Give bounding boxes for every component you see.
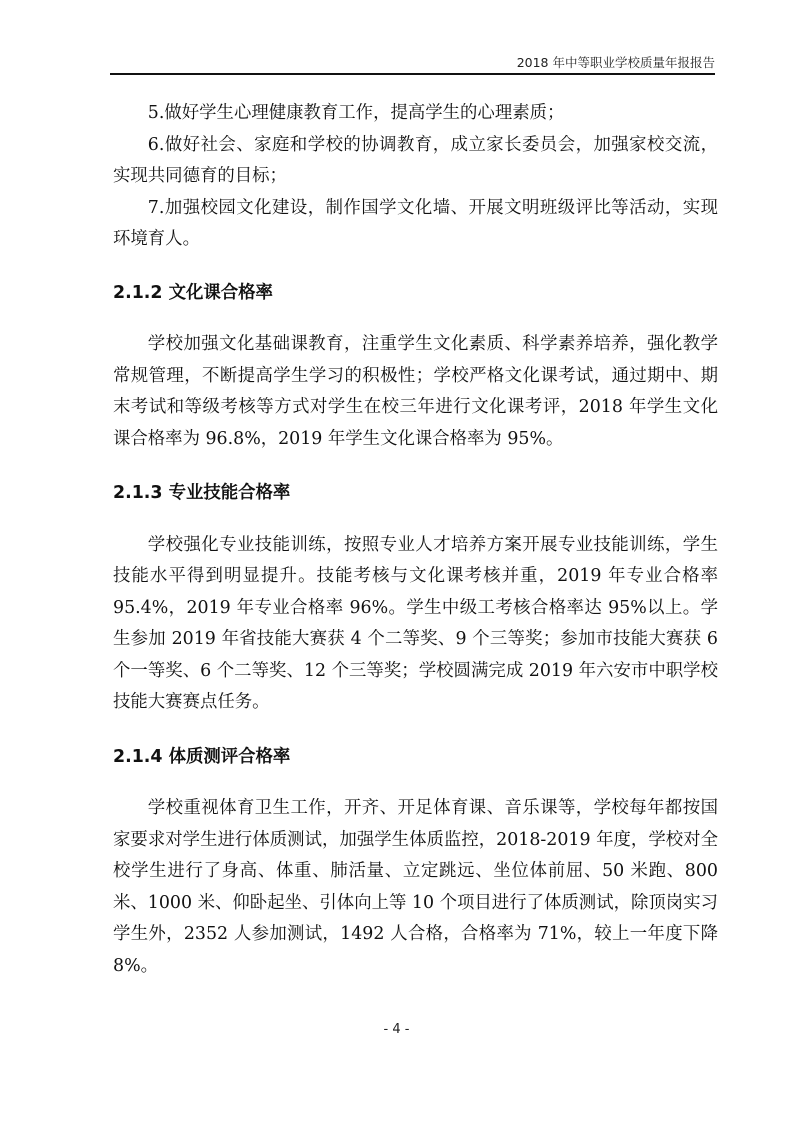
section-heading-2-1-4: 2.1.4 体质测评合格率	[113, 746, 291, 767]
section-body-2-1-4: 学校重视体育卫生工作，开齐、开足体育课、音乐课等，学校每年都按国家要求对学生进行体质测试，加强学生体质监控，2018-2019 年度，学校对全校学生进行了身高、体重、肺活量、立定跳远、坐位体前屈、50 米跑、800 米、1000 米、仰卧起坐、引体向上等 10 个项目进行了体质测试，除顶岗实习学生外，2352 人参加测试，1492 人合格，合格率为 71%，较上一年度下降 8%。	[113, 798, 718, 976]
page-content	[113, 98, 718, 982]
section-heading-2-1-3: 2.1.3 专业技能合格率	[113, 483, 291, 503]
header-rule	[110, 73, 715, 75]
list-item-5: 5.做好学生心理健康教育工作，提高学生的心理素质；	[147, 103, 565, 123]
running-header: 2018 年中等职业学校质量年报报告	[516, 55, 715, 70]
list-item-7: 7.加强校园文化建设，制作国学文化墙、开展文明班级评比等活动，实现环境育人。	[113, 197, 718, 249]
section-heading-2-1-2: 2.1.2 文化课合格率	[113, 282, 273, 303]
list-item-6: 6.做好社会、家庭和学校的协调教育，成立家长委员会，加强家校交流，实现共同德育的目标；	[113, 134, 718, 186]
section-body-2-1-3: 学校强化专业技能训练，按照专业人才培养方案开展专业技能训练，学生技能水平得到明显提升。技能考核与文化课考核并重，2019 年专业合格率 95.4%，2019 年专业合格率 96%。学生中级工考核合格率达 95%以上。学生参加 2019 年省技能大赛获 4 个二等奖、9 个三等奖；参加市技能大赛获 6 个一等奖、6 个二等奖、12 个三等奖；学校圆满完成 2019 年六安市中职学校技能大赛赛点任务。	[113, 534, 718, 712]
page-number: - 4 -	[383, 1022, 410, 1037]
section-body-2-1-2: 学校加强文化基础课教育，注重学生文化素质、科学素养培养，强化教学常规管理，不断提高学生学习的积极性；学校严格文化课考试，通过期中、期末考试和等级考核等方式对学生在校三年进行文化课考评，2018 年学生文化课合格率为 96.8%，2019 年学生文化课合格率为 95%。	[113, 334, 718, 449]
